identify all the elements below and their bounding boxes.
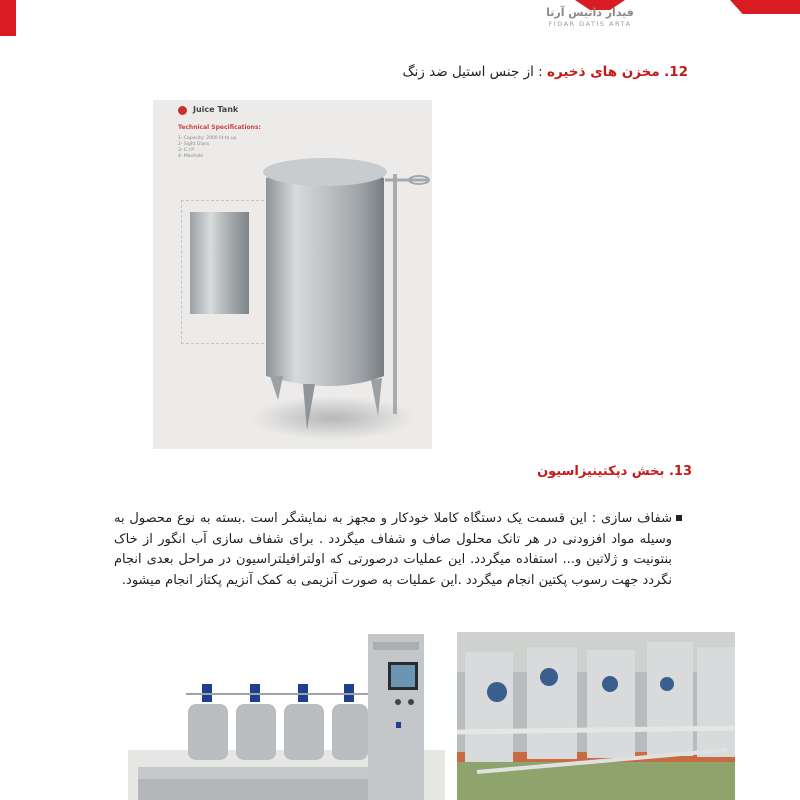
factory-tanks-photo xyxy=(457,632,735,800)
section-12-subtitle: : از جنس استیل ضد زنگ xyxy=(402,64,543,80)
spec-item: 3- C.I.P xyxy=(178,148,194,153)
logo-persian-text: فیدار داتیس آرتا xyxy=(546,6,634,19)
spec-item: 1- Capacity: 2000 lit to up xyxy=(178,136,237,141)
bullet-square-icon xyxy=(676,515,682,521)
section-13-heading: 13. بخش دپکتینیزاسیون xyxy=(537,464,692,479)
depectinization-machine-photo xyxy=(128,632,445,800)
spec-item: 4- Manhole xyxy=(178,154,204,159)
company-logo xyxy=(520,6,660,28)
juice-tank-figure xyxy=(153,100,432,449)
section-12-heading xyxy=(402,64,688,80)
clarification-paragraph: شفاف سازی : این قسمت یک دستگاه کاملا خودکار و مجهز به نمایشگر است .بسته به نوع محصول به وسیله مواد افزودنی در هر تانک محلول صاف و شفاف میگردد . برای شفاف سازی آب انگور از خاک بنتونیت و ژلاتین و... استفاده میگردد. این عملیات درصورتی که اولترافیلتراسیون در مراحل بعدی انجام نگردد جهت رسوب پکتین انجام میگردد .این عملیات به صورت آنزیمی به کمک آنزیم پکتاز انجام میشود. xyxy=(114,511,672,588)
section-12-title: مخزن های ذخیره xyxy=(547,64,660,80)
red-corner-left xyxy=(0,0,16,36)
red-corner-right xyxy=(730,0,800,14)
panel-title: Juice Tank xyxy=(193,105,239,114)
section-12-number: 12. xyxy=(664,64,688,80)
spec-title: Technical Specifications: xyxy=(178,124,261,131)
logo-english-text: FIDAR DATIS ARTA xyxy=(548,20,632,28)
stainless-tank-illustration xyxy=(153,100,432,449)
spec-item: 2- Sight Glass xyxy=(178,142,210,147)
